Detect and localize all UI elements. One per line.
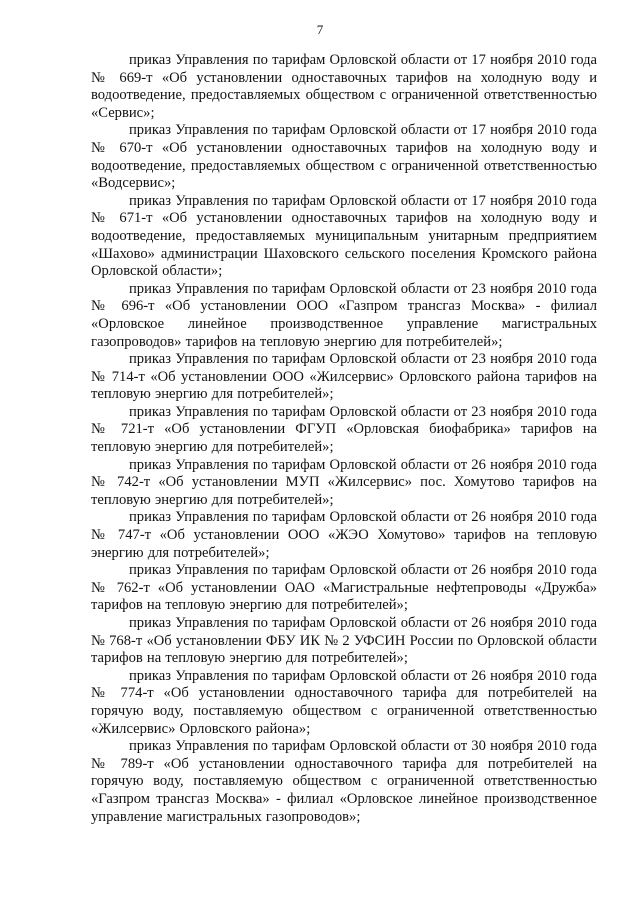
order-paragraph-742: приказ Управления по тарифам Орловской области от 26 ноября 2010 года № 742-т «Об установлении МУП «Жилсервис» пос. Хомутово тарифов на тепловую энергию для потребителей»; [91, 456, 597, 508]
document-body [91, 52, 597, 826]
order-paragraph-762: приказ Управления по тарифам Орловской области от 26 ноября 2010 года № 762-т «Об установлении ОАО «Магистральные нефтепроводы «Дружба» тарифов на тепловую энергию для потребителей»; [91, 562, 597, 614]
page-number: 7 [316, 22, 324, 37]
order-paragraph-696: приказ Управления по тарифам Орловской области от 23 ноября 2010 года № 696-т «Об установлении ООО «Газпром трансгаз Москва» - филиал «Орловское линейное производственное управление магистральных газопроводов» тарифов на тепловую энергию для потребителей»; [91, 280, 597, 350]
order-paragraph-671: приказ Управления по тарифам Орловской области от 17 ноября 2010 года № 671-т «Об установлении одноставочных тарифов на холодную воду и водоотведение, предоставляемых муниципальным унитарным предприятием «Шахово» администрации Шаховского сельского поселения Кромского района Орловской области»; [91, 192, 597, 280]
order-paragraph-768: приказ Управления по тарифам Орловской области от 26 ноября 2010 года № 768-т «Об установлении ФБУ ИК № 2 УФСИН России по Орловской области тарифов на тепловую энергию для потребителей»; [91, 615, 597, 667]
order-paragraph-774: приказ Управления по тарифам Орловской области от 26 ноября 2010 года № 774-т «Об установлении одноставочного тарифа для потребителей на горячую воду, поставляемую обществом с ограниченной ответственностью «Жилсервис» Орловского района»; [91, 667, 597, 737]
order-paragraph-721: приказ Управления по тарифам Орловской области от 23 ноября 2010 года № 721-т «Об установлении ФГУП «Орловская биофабрика» тарифов на тепловую энергию для потребителей»; [91, 403, 597, 456]
order-paragraph-747: приказ Управления по тарифам Орловской области от 26 ноября 2010 года № 747-т «Об установлении ООО «ЖЭО Хомутово» тарифов на тепловую энергию для потребителей»; [91, 509, 597, 561]
order-paragraph-670: приказ Управления по тарифам Орловской области от 17 ноября 2010 года № 670-т «Об установлении одноставочных тарифов на холодную воду и водоотведение, предоставляемых обществом с ограниченной ответственностью «Водсервис»; [91, 122, 597, 192]
order-paragraph-714: приказ Управления по тарифам Орловской области от 23 ноября 2010 года № 714-т «Об установлении ООО «Жилсервис» Орловского района тарифов на тепловую энергию для потребителей»; [91, 351, 597, 403]
order-paragraph-789: приказ Управления по тарифам Орловской области от 30 ноября 2010 года № 789-т «Об установлении одноставочного тарифа для потребителей на горячую воду, поставляемую обществом с ограниченной ответственностью «Газпром трансгаз Москва» - филиал «Орловское линейное производственное управление магистральных газопроводов»; [91, 738, 597, 825]
order-paragraph-669: приказ Управления по тарифам Орловской области от 17 ноября 2010 года № 669-т «Об установлении одноставочных тарифов на холодную воду и водоотведение, предоставляемых обществом с ограниченной ответственностью «Сервис»; [91, 52, 597, 121]
